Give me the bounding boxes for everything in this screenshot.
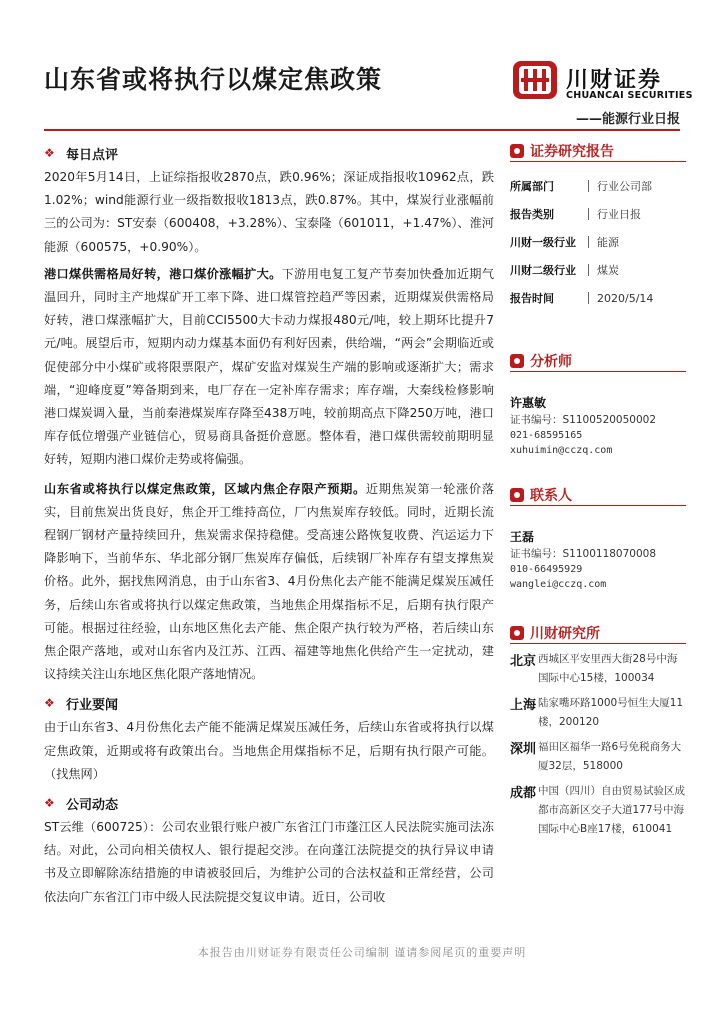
company-logo [512,60,712,104]
paragraph-port-coal: 港口煤供需格局好转，港口煤价涨幅扩大。下游用电复工复产节奏加快叠加近期气温回升，同时主产地煤矿开工率下降、进口煤管控趋严等因素，近期煤炭供需格局好转，港口煤涨幅扩大，目前CCI5500大卡动力煤报480元/吨，较上期环比提升7元/吨。展望后市，短期内动力煤基本面仍有利好因素，供给端，“两会”会期临近或促使部分中小煤矿或将限票限产，煤矿安监对煤炭生产端的影响或逐渐扩大；需求端，“迎峰度夏”筹备期到来，电厂存在一定补库存需求；库存端，大秦线检修影响港口煤炭调入量，当前秦港煤炭库存降至438万吨，较前期高点下降250万吨，港口库存低位增强产业链信心，贸易商具备挺价意愿。整体看，港口煤供需较前期明显好转，短期内港口煤价走势或将偏强。 [44,266,495,467]
section-heading-daily-review: ❖ 每日点评 [44,146,119,163]
contact-name: 王磊 [510,530,535,544]
chuancai-logo-icon [512,60,558,100]
info-row: 报告时间 2020/5/14 [510,291,654,305]
contact-cert: 证书编号：S1100118070008 [510,548,657,560]
header-divider [44,129,680,131]
info-row: 报告类别 行业日报 [510,208,641,221]
sidebar-heading-analyst: 分析师 [510,350,686,372]
contact-card [510,530,686,592]
office-beijing: 北京 西城区平安里西大街28号中海国际中心15楼，100034 [510,653,678,684]
page-title: 山东省或将执行以煤定焦政策 [44,65,383,94]
paragraph-market-summary: 2020年5月14日，上证综指报收2870点，跌0.96%；深证成指报收10962点，跌1.02%；wind能源行业一级指数报收1813点，跌0.87%。其中，煤炭行业涨幅前三的公司为：ST安泰（600408，+3.28%）、宝泰隆（601011，+1.47%）、淮河能源（600575，+0.90%）。 [44,170,494,254]
office-chengdu: 成都 中国（四川）自由贸易试验区成都市高新区交子大道177号中海国际中心B座17楼，610041 [510,785,685,835]
paragraph-lead: 山东省或将执行以煤定焦政策，区域内焦企存限产预期。 [44,481,366,496]
sidebar-heading-institute: 川财研究所 [510,622,686,644]
contact-phone: 010-66495929 [510,564,583,575]
logo-english-name: CHUANCAI SECURITIES [566,90,693,101]
analyst-email[interactable]: xuhuimin@cczq.com [510,445,613,456]
diamond-bullet-icon: ❖ [44,696,55,711]
report-subtitle: ——能源行业日报 [575,112,680,127]
section-heading-company-news: ❖ 公司动态 [44,796,119,813]
analyst-cert: 证书编号：S1100520050002 [510,414,657,426]
office-shanghai: 上海 陆家嘴环路1000号恒生大厦11楼，200120 [510,697,684,728]
footer-disclaimer: 本报告由川财证券有限责任公司编制 谨请参阅尾页的重要声明 [197,946,527,959]
section-marker-icon [510,626,524,640]
section-marker-icon [510,354,524,368]
contact-email[interactable]: wanglei@cczq.com [510,579,607,590]
paragraph-shandong-coke: 山东省或将执行以煤定焦政策，区域内焦企存限产预期。近期焦炭第一轮涨价落实，目前焦炭出货良好，焦企开工维持高位，厂内焦炭库存较低。同时，近期长流程钢厂钢材产量持续回升，焦炭需求保持稳健。受高速公路恢复收费、汽运运力下降影响下，当前华东、华北部分钢厂焦炭库存偏低，后续钢厂补库存有望支撑焦炭价格。此外，据找焦网消息，由于山东省3、4月份焦化去产能不能满足煤炭压减任务，后续山东省或将执行以煤定焦政策，当地焦企用煤指标不足，后期有执行限产可能。根据过往经验，山东地区焦化去产能、焦企限产执行较为严格，若后续山东焦企限产落地，或对山东省内及江苏、江西、福建等地焦化供给产生一定扰动，建议持续关注山东地区焦化限产落地情况。 [44,481,495,682]
section-marker-icon [510,488,524,502]
sidebar [510,140,686,839]
analyst-name: 许惠敏 [510,396,547,410]
office-shenzhen: 深圳 福田区福华一路6号免税商务大厦32层，518000 [510,741,682,772]
sidebar-heading-report: 证券研究报告 [510,140,686,162]
sidebar-heading-contact: 联系人 [510,484,686,506]
report-info-table [510,172,686,312]
logo-chinese-name: 川财证券 [566,68,663,93]
section-marker-icon [510,144,524,158]
paragraph-company-news: ST云维（600725）：公司农业银行账户被广东省江门市蓬江区人民法院实施司法冻结。对此，公司向相关债权人、银行提起交涉。在向蓬江法院提交的执行异议申请书及立即解除冻结措施的申请被驳回后，为维护公司的合法权益和正常经营，公司依法向广东省江门市中级人民法院提交复议申请。近日，公司收 [44,820,494,904]
info-row: 川财一级行业 能源 [510,236,619,249]
paragraph-industry-news: 由于山东省3、4月份焦化去产能不能满足煤炭压减任务，后续山东省或将执行以煤定焦政策，近期或将有政策出台。当地焦企用煤指标不足，后期有执行限产可能。（找焦网） [44,720,494,781]
paragraph-lead: 港口煤供需格局好转，港口煤价涨幅扩大。 [44,266,282,281]
info-row: 川财二级行业 煤炭 [510,264,619,277]
office-list [510,650,686,839]
analyst-phone: 021-68595165 [510,430,583,441]
diamond-bullet-icon: ❖ [44,146,55,160]
info-row: 所属部门 行业公司部 [510,180,652,193]
analyst-card [510,396,686,458]
diamond-bullet-icon: ❖ [44,796,55,811]
main-content [44,140,494,909]
section-heading-industry-news: ❖ 行业要闻 [44,696,119,713]
